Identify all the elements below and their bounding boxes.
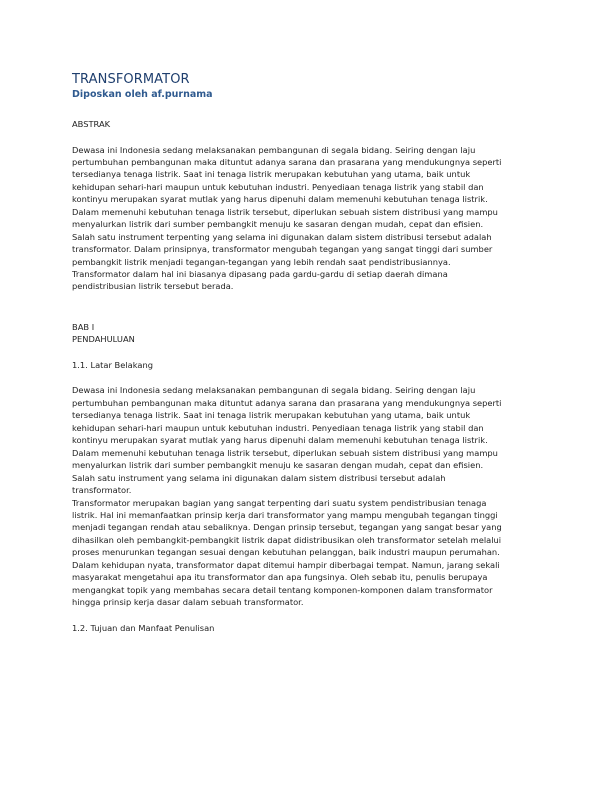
section1-line: Transformator merupakan bagian yang sangat terpenting dari suatu system pendistribusian tenaga	[72, 497, 487, 508]
abstract-line: Dewasa ini Indonesia sedang melaksanakan pembangunan di segala bidang. Seiring dengan laju	[72, 144, 476, 155]
abstract-paragraph	[72, 144, 542, 293]
abstract-line: menyalurkan listrik dari sumber pembangkit menuju ke sasaran dengan mudah, cepat dan efisien.	[72, 219, 484, 230]
section1-line: Dalam memenuhi kebutuhan tenaga listrik tersebut, diperlukan sebuah sistem distribusi yang mampu	[72, 447, 498, 458]
abstract-line: kehidupan sehari-hari maupun untuk kebutuhan industri. Penyediaan tenaga listrik yang stabil dan	[72, 181, 484, 192]
section1-line: kehidupan sehari-hari maupun untuk kebutuhan industri. Penyediaan tenaga listrik yang stabil dan	[72, 422, 484, 433]
abstract-line: tersedianya tenaga listrik. Saat ini tenaga listrik merupakan kebutuhan yang utama, baik untuk	[72, 169, 471, 180]
abstract-line: Transformator dalam hal ini biasanya dipasang pada gardu-gardu di setiap daerah dimana	[72, 269, 448, 280]
abstract-line: kontinyu merupakan syarat mutlak yang harus dipenuhi dalam memenuhi kebutuhan tenaga listrik.	[72, 194, 488, 205]
abstract-line: Dalam memenuhi kebutuhan tenaga listrik tersebut, diperlukan sebuah sistem distribusi yang mampu	[72, 206, 498, 217]
section1-line: proses menurunkan tegangan sesuai dengan kebutuhan pelanggan, baik industri maupun perumahan.	[72, 547, 500, 558]
section1-line: menjadi tegangan rendah atau sebaliknya. Dengan prinsip tersebut, tegangan yang sangat besar yang	[72, 522, 502, 533]
section-heading-latar-belakang: 1.1. Latar Belakang	[72, 359, 154, 370]
section1-line: listrik. Hal ini memanfaatkan prinsip kerja dari transformator yang mampu mengubah tegangan tinggi	[72, 509, 498, 520]
section1-line: kontinyu merupakan syarat mutlak yang harus dipenuhi dalam memenuhi kebutuhan tenaga listrik.	[72, 435, 488, 446]
abstract-line: pendistribusian listrik tersebut berada.	[72, 281, 234, 292]
section1-paragraph-2	[72, 497, 542, 609]
abstract-line: pertumbuhan pembangunan maka dituntut adanya sarana dan prasarana yang mendukungnya seperti	[72, 156, 502, 167]
document-page	[72, 72, 542, 634]
section1-line: Dewasa ini Indonesia sedang melaksanakan pembangunan di segala bidang. Seiring dengan laju	[72, 385, 476, 396]
section1-line: dihasilkan oleh pembangkit-pembangkit listrik dapat didistribusikan oleh transformator setelah melalui	[72, 534, 502, 545]
section1-line: menyalurkan listrik dari sumber pembangkit menuju ke sasaran dengan mudah, cepat dan efisien.	[72, 460, 484, 471]
section1-line: Salah satu instrument yang selama ini digunakan dalam sistem distribusi tersebut adalah	[72, 472, 446, 483]
article-title: TRANSFORMATOR	[72, 72, 190, 87]
section1-line: pertumbuhan pembangunan maka dituntut adanya sarana dan prasarana yang mendukungnya seperti	[72, 397, 502, 408]
chapter-title: PENDAHULUAN	[72, 334, 135, 345]
abstract-line: pembangkit listrik menjadi tegangan-tegangan yang lebih rendah saat pendistribusiannya.	[72, 256, 451, 267]
abstract-heading: ABSTRAK	[72, 119, 111, 129]
section1-line: masyarakat mengetahui apa itu transformator dan apa fungsinya. Oleh sebab itu, penulis berupaya	[72, 572, 488, 583]
abstract-line: transformator. Dalam prinsipnya, transformator mengubah tegangan yang sangat tinggi dari sumber	[72, 244, 493, 255]
section1-paragraph-1	[72, 384, 542, 496]
chapter-label: BAB I	[72, 321, 95, 332]
section1-line: hingga prinsip kerja dasar dalam sebuah transformator.	[72, 597, 304, 608]
section1-line: tersedianya tenaga listrik. Saat ini tenaga listrik merupakan kebutuhan yang utama, baik untuk	[72, 410, 471, 421]
section1-line: transformator.	[72, 485, 132, 496]
section-heading-tujuan: 1.2. Tujuan dan Manfaat Penulisan	[72, 622, 215, 633]
article-byline: Diposkan oleh af.purnama	[72, 89, 213, 100]
section1-line: mengangkat topik yang membahas secara detail tentang komponen-komponen dalam transformator	[72, 584, 493, 595]
section1-line: Dalam kehidupan nyata, transformator dapat ditemui hampir diberbagai tempat. Namun, jarang sekali	[72, 559, 500, 570]
abstract-line: Salah satu instrument terpenting yang selama ini digunakan dalam sistem distribusi tersebut adalah	[72, 231, 492, 242]
